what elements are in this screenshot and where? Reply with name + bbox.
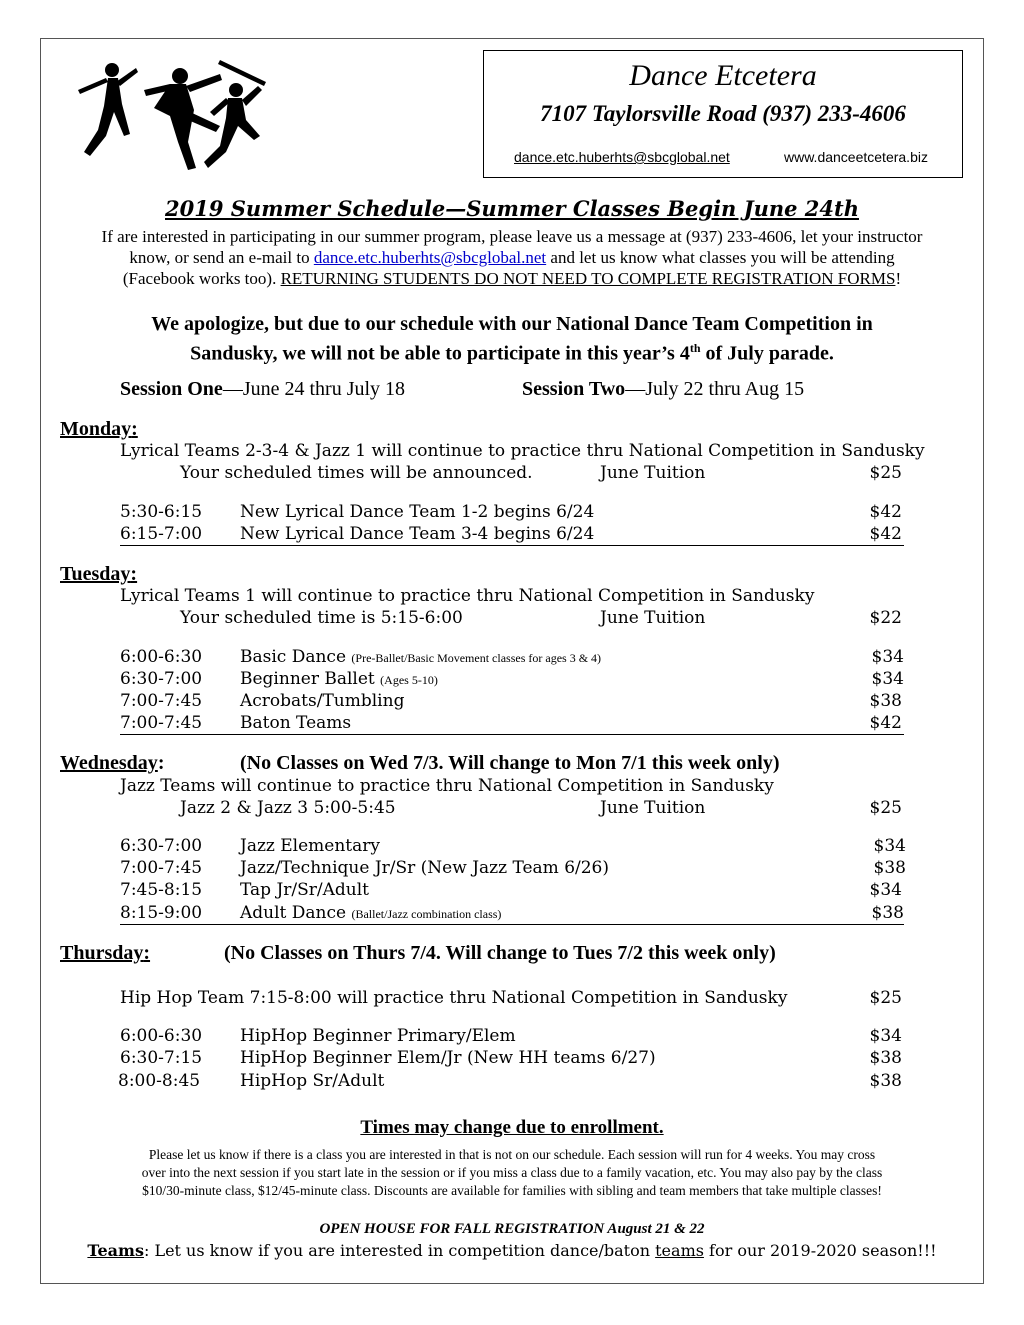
- studio-info-box: [483, 50, 963, 178]
- monday-tuition-label: June Tuition: [600, 463, 706, 483]
- thursday-class-1-price: $34: [869, 1026, 902, 1046]
- session-two-label: Session Two: [522, 378, 626, 400]
- dancer-silhouettes: [78, 60, 266, 170]
- tuesday-note-2: Your scheduled time is 5:15-6:00: [180, 608, 463, 628]
- monday-colon: :: [131, 418, 138, 440]
- tuesday-class-2-time: 6:30-7:00: [120, 669, 203, 689]
- wednesday-class-2-time: 7:00-7:45: [120, 858, 203, 878]
- tuesday-class-4-time: 7:00-7:45: [120, 713, 203, 733]
- wednesday-heading: [60, 752, 164, 775]
- tuesday-class-1-time: 6:00-6:30: [120, 647, 203, 667]
- session-two-dates: —July 22 thru Aug 15: [625, 378, 805, 400]
- tuesday-class-4-name: Baton Teams: [240, 713, 352, 733]
- wednesday-note-2: Jazz 2 & Jazz 3 5:00-5:45: [180, 798, 396, 818]
- monday-class-1-time: 5:30-6:15: [120, 502, 203, 522]
- intro-line-2-pre: know, or send an e-mail to: [129, 248, 314, 267]
- thursday-colon: :: [143, 942, 151, 964]
- wednesday-note-1: Jazz Teams will continue to practice thru National Competition in Sandusky: [120, 776, 774, 796]
- teams-note-post: for our 2019-2020 season!!!: [703, 1241, 937, 1260]
- session-one-label: Session One: [120, 378, 223, 400]
- thursday-class-3-name: HipHop Sr/Adult: [240, 1071, 385, 1091]
- teams-note: [40, 1241, 984, 1260]
- footer-line-3: $10/30-minute class, $12/45-minute class. Discounts are available for families with sibling and team members that take multiple classes!: [142, 1183, 882, 1198]
- monday-note-1: Lyrical Teams 2-3-4 & Jazz 1 will continue to practice thru National Competition in Sandusky: [120, 441, 925, 461]
- tuesday-class-2-title: Beginner Ballet: [240, 669, 375, 689]
- wednesday-class-4-detail: (Ballet/Jazz combination class): [351, 907, 502, 921]
- monday-underline: [120, 545, 904, 546]
- tuesday-class-2-detail: (Ages 5-10): [380, 673, 438, 687]
- monday-class-2-name: New Lyrical Dance Team 3-4 begins 6/24: [240, 524, 595, 544]
- monday-class-1-price: $42: [869, 502, 902, 522]
- tuesday-tuition-price: $22: [869, 608, 902, 628]
- monday-day-label: Monday: [60, 418, 132, 440]
- session-one-dates: —June 24 thru July 18: [222, 378, 406, 400]
- monday-note-2: Your scheduled times will be announced.: [180, 463, 533, 483]
- tuesday-class-3-price: $38: [869, 691, 902, 711]
- apology-superscript: th: [689, 341, 701, 355]
- thursday-class-3-price: $38: [869, 1071, 902, 1091]
- studio-website: www.danceetcetera.biz: [784, 149, 928, 165]
- wednesday-class-1-price: $34: [873, 836, 906, 856]
- monday-heading: [60, 418, 138, 441]
- intro-line-3-post: !: [895, 269, 902, 288]
- monday-class-1-name: New Lyrical Dance Team 1-2 begins 6/24: [240, 502, 595, 522]
- wednesday-tuition-price: $25: [869, 798, 902, 818]
- thursday-note-1-price: $25: [869, 988, 902, 1008]
- wednesday-class-1-name: Jazz Elementary: [240, 836, 381, 856]
- schedule-headline: 2019 Summer Schedule—Summer Classes Begin June 24th: [165, 196, 859, 221]
- wednesday-class-2-price: $38: [873, 858, 906, 878]
- intro-line-3-pre: (Facebook works too).: [122, 269, 281, 288]
- intro-line-3: [40, 268, 984, 289]
- returning-students-note: RETURNING STUDENTS DO NOT NEED TO COMPLETE REGISTRATION FORMS: [280, 269, 896, 288]
- apology-line-1: We apologize, but due to our schedule with our National Dance Team Competition in: [151, 313, 873, 335]
- teams-word: teams: [655, 1241, 704, 1260]
- tuesday-class-3-time: 7:00-7:45: [120, 691, 203, 711]
- wednesday-notice: (No Classes on Wed 7/3. Will change to Mon 7/1 this week only): [240, 752, 780, 774]
- wednesday-colon: :: [157, 752, 165, 774]
- thursday-class-2-time: 6:30-7:15: [120, 1048, 203, 1068]
- monday-class-2-time: 6:15-7:00: [120, 524, 203, 544]
- wednesday-day-label: Wednesday: [60, 752, 158, 774]
- wednesday-class-4-title: Adult Dance: [240, 903, 347, 923]
- teams-note-pre: : Let us know if you are interested in competition dance/baton: [143, 1241, 656, 1260]
- intro-line-2-post: and let us know what classes you will be attending: [546, 248, 895, 267]
- apology-line-2-post: of July parade.: [700, 342, 834, 365]
- tuesday-class-4-price: $42: [869, 713, 902, 733]
- open-house-note: OPEN HOUSE FOR FALL REGISTRATION August 21 & 22: [319, 1221, 705, 1237]
- thursday-class-2-name: HipHop Beginner Elem/Jr (New HH teams 6/27): [240, 1048, 656, 1068]
- tuesday-class-1-price: $34: [871, 647, 904, 667]
- wednesday-class-4-time: 8:15-9:00: [120, 903, 203, 923]
- tuesday-class-3-name: Acrobats/Tumbling: [240, 691, 405, 711]
- wednesday-class-4-name: [240, 903, 501, 923]
- wednesday-class-3-price: $34: [869, 880, 902, 900]
- thursday-heading: [60, 942, 150, 965]
- dancers-logo: [70, 56, 270, 174]
- tuesday-class-2-name: [240, 669, 438, 689]
- monday-tuition-price: $25: [869, 463, 902, 483]
- session-two: [522, 378, 804, 401]
- tuesday-colon: :: [130, 563, 138, 585]
- footer-line-1: Please let us know if there is a class you are interested in that is not on our schedule. Each session will run for 4 weeks. You may cross: [148, 1147, 876, 1162]
- thursday-class-2-price: $38: [869, 1048, 902, 1068]
- thursday-day-label: Thursday: [60, 942, 144, 964]
- tuesday-class-1-detail: (Pre-Ballet/Basic Movement classes for ages 3 & 4): [351, 651, 602, 665]
- thursday-class-3-time: 8:00-8:45: [118, 1071, 201, 1091]
- wednesday-class-2-name: Jazz/Technique Jr/Sr (New Jazz Team 6/26): [240, 858, 610, 878]
- thursday-note-1: Hip Hop Team 7:15-8:00 will practice thru National Competition in Sandusky: [120, 988, 788, 1008]
- tuesday-class-1-title: Basic Dance: [240, 647, 347, 667]
- studio-address-phone: 7107 Taylorsville Road (937) 233-4606: [540, 101, 906, 126]
- intro-line-2: [40, 247, 984, 268]
- apology-line-2: [40, 336, 984, 366]
- wednesday-tuition-label: June Tuition: [600, 798, 706, 818]
- wednesday-class-1-time: 6:30-7:00: [120, 836, 203, 856]
- wednesday-class-3-time: 7:45-8:15: [120, 880, 203, 900]
- monday-class-2-price: $42: [869, 524, 902, 544]
- thursday-notice: (No Classes on Thurs 7/4. Will change to Tues 7/2 this week only): [224, 942, 776, 964]
- intro-line-1: If are interested in participating in our summer program, please leave us a message at (937) 233-4606, let your instructor: [101, 227, 923, 246]
- tuesday-day-label: Tuesday: [60, 563, 131, 585]
- tuesday-tuition-label: June Tuition: [600, 608, 706, 628]
- thursday-class-1-time: 6:00-6:30: [120, 1026, 203, 1046]
- wednesday-class-3-name: Tap Jr/Sr/Adult: [240, 880, 369, 900]
- intro-email-link[interactable]: dance.etc.huberhts@sbcglobal.net: [313, 248, 547, 267]
- wednesday-class-4-price: $38: [871, 903, 904, 923]
- tuesday-underline: [120, 734, 904, 735]
- wednesday-underline: [120, 924, 904, 925]
- teams-label: Teams: [87, 1241, 144, 1260]
- tuesday-heading: [60, 563, 137, 586]
- tuesday-note-1: Lyrical Teams 1 will continue to practice thru National Competition in Sandusky: [120, 586, 815, 606]
- studio-email-link[interactable]: dance.etc.huberhts@sbcglobal.net: [514, 149, 730, 165]
- studio-name: Dance Etcetera: [629, 59, 817, 92]
- session-one: [120, 378, 405, 401]
- tuesday-class-2-price: $34: [871, 669, 904, 689]
- apology-line-2-pre: Sandusky, we will not be able to participate in this year’s 4: [190, 342, 690, 365]
- times-may-change-note: Times may change due to enrollment.: [360, 1117, 664, 1138]
- tuesday-class-1-name: [240, 647, 601, 667]
- footer-line-2: over into the next session if you start late in the session or if you miss a class due to a family vacation, etc. You may also pay by the class: [141, 1165, 883, 1180]
- thursday-class-1-name: HipHop Beginner Primary/Elem: [240, 1026, 516, 1046]
